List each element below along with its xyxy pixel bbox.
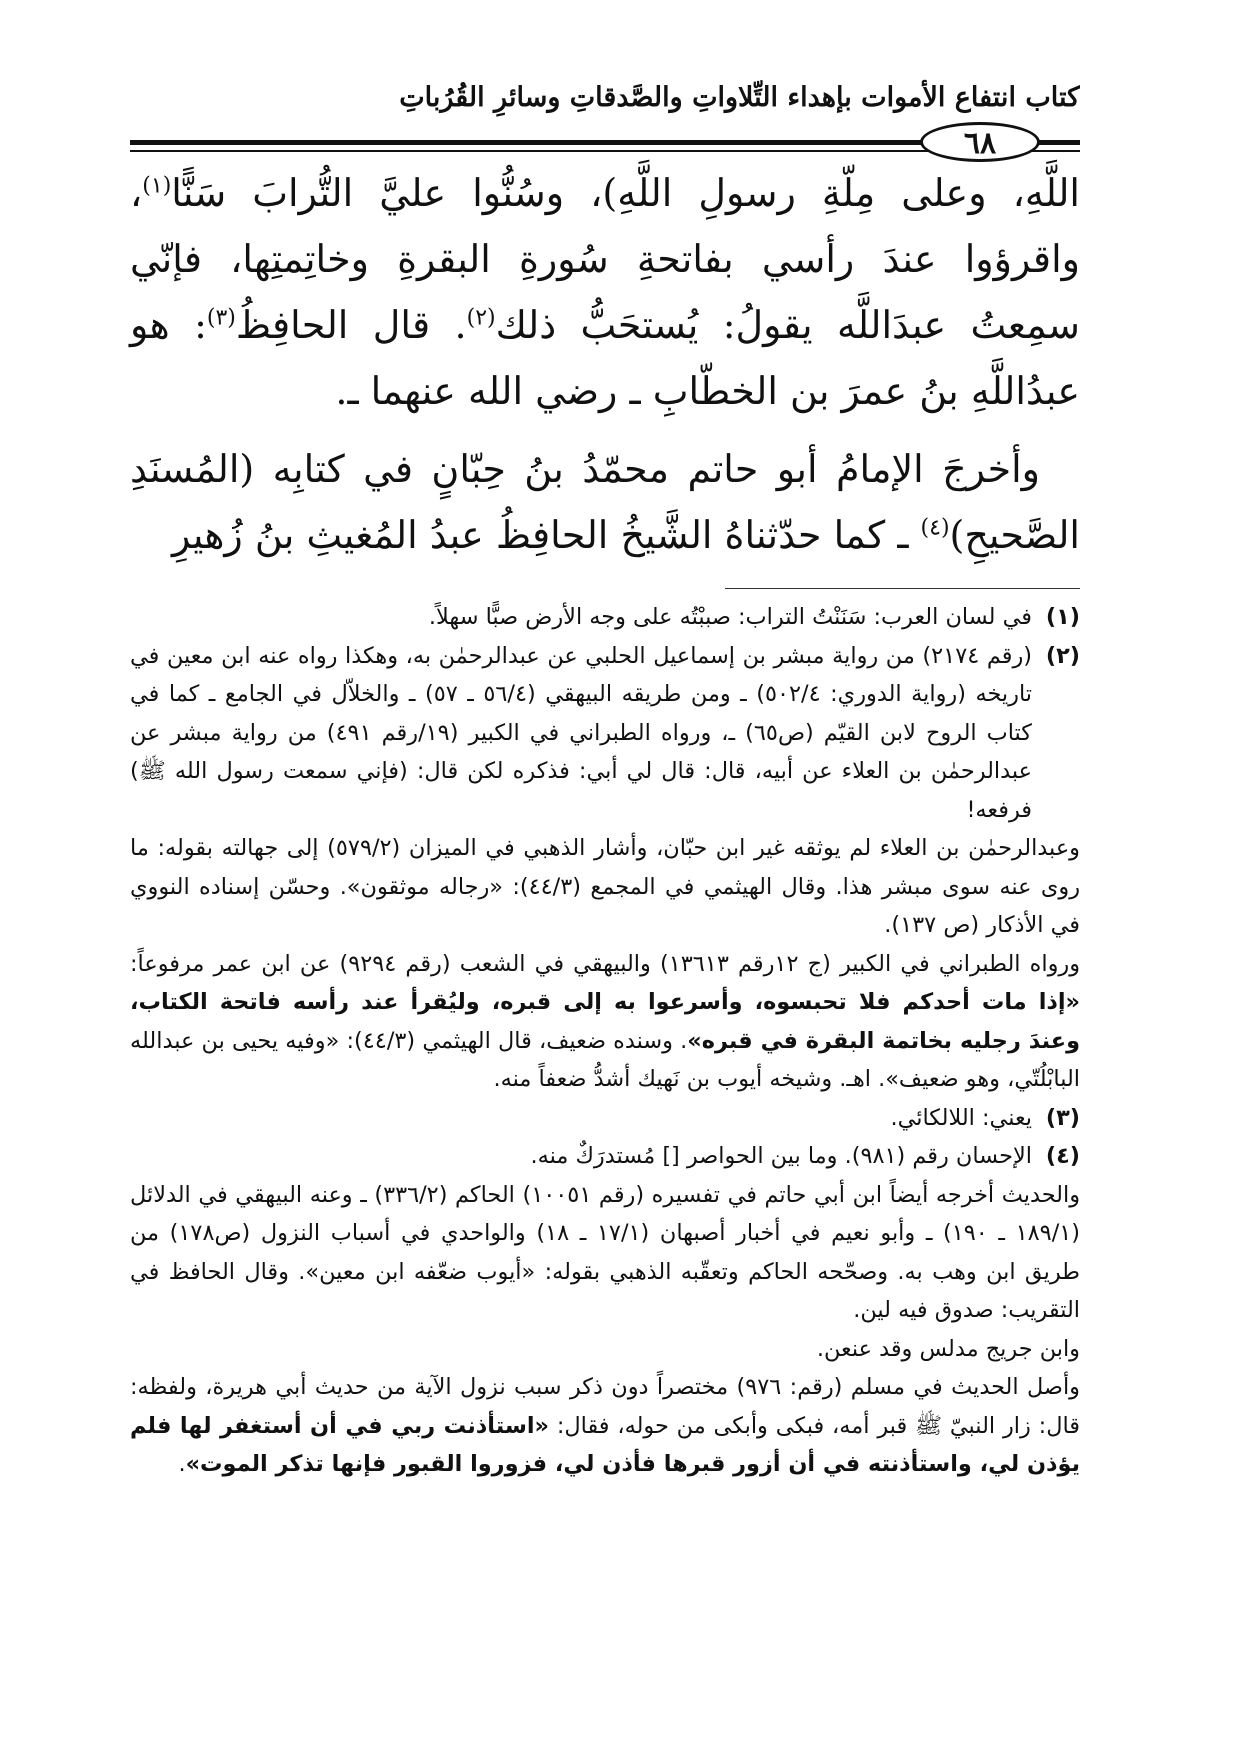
footnote-2 [130, 637, 1080, 830]
footnote-marker-1: (١) [142, 173, 172, 199]
footnote-text: (رقم ٢١٧٤) من رواية مبشر بن إسماعيل الحلبي عن عبدالرحمٰن به، وهكذا رواه عنه ابن معين في تاريخه (رواية الدوري: ٥٠٢/٤) ـ ومن طريقه البيهقي (٥٦/٤ ـ ٥٧) ـ والخلاّل في الجامع ـ كما في كتاب الروح لابن القيّم (ص٦٥) ـ، ورواه الطبراني في الكبير (١٩/رقم ٤٩١) من رواية مبشر عن عبدالرحمٰن بن العلاء عن أبيه، قال: قال لي أبي: فذكره لكن قال: (فإني سمعت رسول الله ﷺ) فرفعه! [130, 642, 1032, 823]
footnote-3 [130, 1099, 1080, 1138]
footnote-1 [130, 598, 1080, 637]
main-text [130, 160, 1080, 580]
footnote-number: (١) [1045, 604, 1080, 630]
footnote-marker-4: (٤) [920, 515, 950, 541]
footnote-separator [725, 588, 1080, 589]
footnote-4-continuation-3: وأصل الحديث في مسلم (رقم: ٩٧٦) مختصراً دون ذكر سبب نزول الآية من حديث أبي هريرة، ولفظه: قال: زار النبيّ ﷺ قبر أمه، فبكى وأبكى من حوله، فقال: «استأذنت ربي في أن أستغفر لها فلم يؤذن لي، واستأذنته في أن أزور قبرها فأذن لي، فزوروا القبور فإنها تذكر الموت». [130, 1374, 1080, 1477]
main-paragraph-1: اللَّهِ، وعلى مِلّةِ رسولِ اللَّهِ)، وسُنُّوا عليَّ التُّرابَ سَنًّا$^{(١)}$، واقرؤوا عندَ رأسي بفاتحةِ سُورةِ البقرةِ وخاتِمتِها، فإنّي سمِعتُ عبدَاللَّه يقولُ: يُستحَبُّ ذلك$^{(٢)}$. قال الحافِظُ$^{(٣)}$: هو عبدُاللَّهِ بنُ عمرَ بن الخطّابِ ـ رضي الله عنهما ـ. [130, 171, 1080, 413]
main-paragraph-2: وأخرجَ الإمامُ أبو حاتم محمّدُ بنُ حِبّانٍ في كتابِه (المُسنَدِ الصَّحيحِ)$^{(٤)}$ ـ كما حدّثناهُ الشَّيخُ الحافِظُ عبدُ المُغيثِ بنُ زُهيرِ [130, 447, 1080, 557]
footnote-2-continuation-2: ورواه الطبراني في الكبير (ج ١٢رقم ١٣٦١٣) والبيهقي في الشعب (رقم ٩٢٩٤) عن ابن عمر مرفوعاً: «إذا مات أحدكم فلا تحبسوه، وأسرعوا به إلى قبره، وليُقرأ عند رأسه فاتحة الكتاب، وعندَ رجليه بخاتمة البقرة في قبره». وسنده ضعيف، قال الهيثمي (٤٤/٣): «وفيه يحيى بن عبدالله البابْلُتّي، وهو ضعيف». اهـ. وشيخه أيوب بن نَهيك أشدُّ ضعفاً منه. [130, 950, 1081, 1092]
footnotes [130, 598, 1080, 1484]
page-number: ٦٨ [920, 122, 1040, 162]
footnote-text: يعني: اللالكائي. [890, 1104, 1032, 1131]
footnote-4-continuation-1: والحديث أخرجه أيضاً ابن أبي حاتم في تفسيره (رقم ١٠٠٥١) الحاكم (٣٣٦/٢) ـ وعنه البيهقي في الدلائل (١٨٩/١ ـ ١٩٠) ـ وأبو نعيم في أخبار أصبهان (١٧/١ ـ ١٨) والواحدي في أسباب النزول (ص١٧٨) من طريق ابن وهب به. وصحّحه الحاكم وتعقّبه الذهبي بقوله: «أيوب ضعّفه ابن معين». وقال الحافظ في التقريب: صدوق فيه لين. [130, 1181, 1081, 1323]
footnote-2-continuation-1: وعبدالرحمٰن بن العلاء لم يوثقه غير ابن حبّان، وأشار الذهبي في الميزان (٥٧٩/٢) إلى جهالته بقوله: ما روى عنه سوى مبشر هذا. وقال الهيثمي في المجمع (٤٤/٣): «رجاله موثقون». وحسّن إسناده النووي في الأذكار (ص ١٣٧). [130, 835, 1081, 938]
footnote-4 [130, 1137, 1080, 1176]
footnote-text: الإحسان رقم (٩٨١). وما بين الحواصر [] مُستدرَكٌ منه. [530, 1143, 1032, 1169]
hadith-quote: «استأذنت ربي في أن أستغفر لها فلم يؤذن لي، واستأذنته في أن أزور قبرها فأذن لي، فزوروا القبور فإنها تذكر الموت» [130, 1412, 1080, 1477]
footnote-text: في لسان العرب: سَنَنْتُ التراب: صببْتُه على وجه الأرض صبًّا سهلاً. [428, 604, 1032, 630]
running-header-title: كتاب انتفاع الأموات بإهداء التِّلاواتِ والصَّدقاتِ وسائرِ القُرُباتِ [399, 82, 1080, 113]
footnote-number: (٣) [1045, 1104, 1080, 1131]
footnote-4-continuation-2: وابن جريج مدلس وقد عنعن. [816, 1335, 1080, 1362]
footnote-number: (٢) [1045, 642, 1080, 669]
footnote-number: (٤) [1045, 1143, 1080, 1169]
footnote-marker-3: (٣) [206, 305, 236, 331]
footnote-marker-2: (٢) [466, 305, 496, 331]
hadith-quote: «إذا مات أحدكم فلا تحبسوه، وأسرعوا به إلى قبره، وليُقرأ عند رأسه فاتحة الكتاب، وعندَ رجليه بخاتمة البقرة في قبره» [130, 989, 1080, 1054]
